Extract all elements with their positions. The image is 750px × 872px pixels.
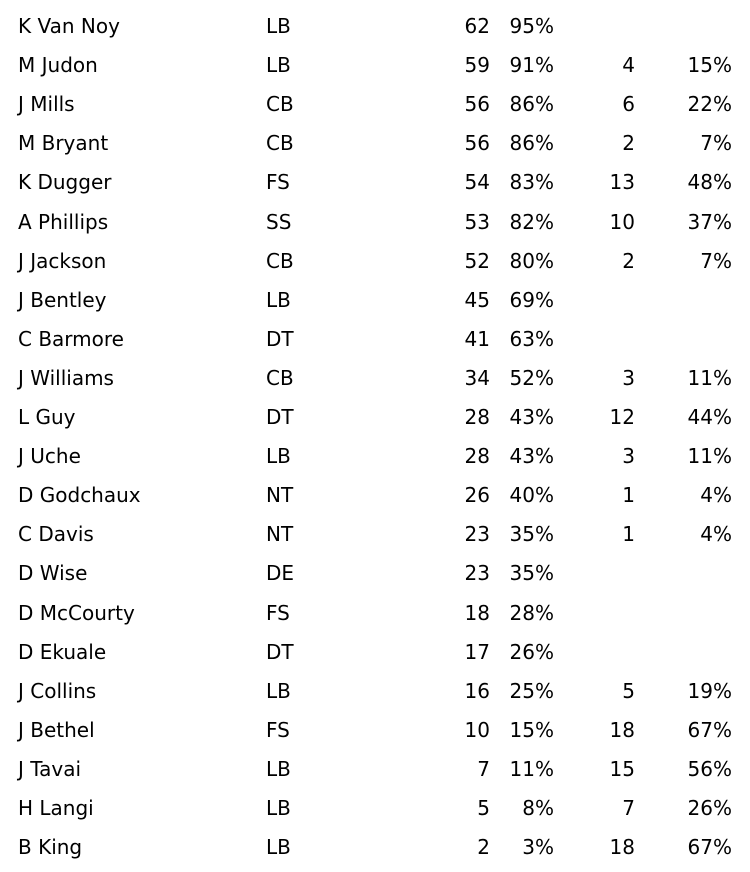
defense-snaps: 23 (464, 561, 490, 586)
defense-snap-pct: 15% (509, 717, 554, 742)
position: LB (266, 287, 291, 312)
defense-snaps: 23 (464, 522, 490, 547)
player-name: J Bentley (18, 287, 107, 312)
defense-snaps: 52 (464, 248, 490, 273)
player-name: M Judon (18, 53, 98, 78)
player-name: L Guy (18, 405, 76, 429)
special-teams-snap-pct: 4% (700, 483, 732, 508)
table-row (0, 750, 750, 789)
special-teams-snap-pct: 11% (687, 365, 732, 390)
position: NT (266, 483, 294, 508)
defense-snap-pct: 8% (522, 796, 554, 820)
special-teams-snap-pct: 19% (687, 678, 732, 703)
table-row (0, 46, 750, 85)
position: LB (266, 444, 291, 469)
defense-snap-pct: 11% (509, 756, 554, 781)
player-name: D Ekuale (18, 639, 107, 664)
special-teams-snaps: 1 (622, 522, 635, 547)
player-name: B King (18, 835, 83, 860)
defense-snap-pct: 95% (509, 14, 554, 38)
position: DE (266, 561, 295, 586)
player-name: D McCourty (18, 600, 135, 625)
special-teams-snaps: 13 (609, 170, 635, 195)
defense-snap-pct: 43% (509, 405, 554, 429)
special-teams-snaps: 3 (622, 365, 635, 390)
table-row (0, 789, 750, 828)
defense-snap-pct: 83% (509, 170, 554, 195)
special-teams-snaps: 10 (609, 209, 635, 234)
defense-snaps: 26 (464, 483, 490, 508)
defense-snaps: 7 (477, 756, 490, 781)
special-teams-snaps: 5 (622, 678, 635, 703)
special-teams-snap-pct: 67% (687, 835, 732, 860)
defense-snaps: 28 (464, 405, 490, 429)
position: FS (266, 717, 290, 742)
defense-snaps: 18 (464, 600, 490, 625)
special-teams-snaps: 18 (609, 835, 635, 860)
position: LB (266, 14, 291, 38)
defense-snaps: 41 (464, 326, 490, 351)
defense-snap-pct: 86% (509, 131, 554, 156)
table-row (0, 281, 750, 320)
table-row (0, 320, 750, 359)
position: CB (266, 92, 294, 117)
position: CB (266, 365, 294, 390)
position: CB (266, 248, 294, 273)
defense-snap-pct: 91% (509, 53, 554, 78)
special-teams-snaps: 18 (609, 717, 635, 742)
special-teams-snap-pct: 22% (687, 92, 732, 117)
player-name: J Jackson (18, 248, 107, 273)
position: SS (266, 209, 292, 234)
player-name: K Van Noy (18, 14, 120, 38)
player-name: C Barmore (18, 326, 124, 351)
table-row (0, 828, 750, 867)
player-name: J Williams (18, 365, 114, 390)
position: LB (266, 756, 291, 781)
table-row (0, 633, 750, 672)
special-teams-snap-pct: 15% (687, 53, 732, 78)
defense-snaps: 45 (464, 287, 490, 312)
player-name: J Bethel (18, 717, 95, 742)
defense-snap-pct: 86% (509, 92, 554, 117)
table-row (0, 398, 750, 437)
special-teams-snaps: 7 (622, 796, 635, 820)
special-teams-snap-pct: 48% (687, 170, 732, 195)
defense-snaps: 28 (464, 444, 490, 469)
special-teams-snaps: 1 (622, 483, 635, 508)
special-teams-snap-pct: 11% (687, 444, 732, 469)
position: FS (266, 170, 290, 195)
table-row (0, 476, 750, 515)
special-teams-snaps: 12 (609, 405, 635, 429)
table-row (0, 163, 750, 202)
player-name: K Dugger (18, 170, 112, 195)
defense-snaps: 54 (464, 170, 490, 195)
special-teams-snap-pct: 7% (700, 131, 732, 156)
table-row (0, 242, 750, 281)
defense-snaps: 53 (464, 209, 490, 234)
defense-snap-pct: 43% (509, 444, 554, 469)
player-name: D Godchaux (18, 483, 141, 508)
defense-snap-pct: 69% (509, 287, 554, 312)
defense-snaps: 10 (464, 717, 490, 742)
defense-snap-pct: 35% (509, 522, 554, 547)
special-teams-snaps: 6 (622, 92, 635, 117)
defense-snaps: 16 (464, 678, 490, 703)
special-teams-snaps: 4 (622, 53, 635, 78)
defense-snaps: 56 (464, 92, 490, 117)
table-row (0, 554, 750, 593)
special-teams-snap-pct: 4% (700, 522, 732, 547)
defense-snaps: 62 (464, 14, 490, 38)
position: LB (266, 53, 291, 78)
defense-snap-pct: 52% (509, 365, 554, 390)
defense-snaps: 34 (464, 365, 490, 390)
position: LB (266, 835, 291, 860)
table-row (0, 711, 750, 750)
position: CB (266, 131, 294, 156)
special-teams-snap-pct: 44% (687, 405, 732, 429)
player-name: D Wise (18, 561, 88, 586)
position: DT (266, 326, 294, 351)
defense-snap-pct: 26% (509, 639, 554, 664)
defense-snap-pct: 63% (509, 326, 554, 351)
defense-snap-pct: 82% (509, 209, 554, 234)
defense-snaps: 56 (464, 131, 490, 156)
player-name: J Uche (18, 444, 81, 469)
defense-snap-pct: 80% (509, 248, 554, 273)
table-row (0, 515, 750, 554)
player-name: C Davis (18, 522, 94, 547)
table-row (0, 203, 750, 242)
player-name: M Bryant (18, 131, 109, 156)
special-teams-snap-pct: 7% (700, 248, 732, 273)
table-row (0, 124, 750, 163)
special-teams-snaps: 3 (622, 444, 635, 469)
special-teams-snaps: 2 (622, 248, 635, 273)
table-row (0, 594, 750, 633)
position: DT (266, 639, 294, 664)
special-teams-snaps: 2 (622, 131, 635, 156)
table-row (0, 7, 750, 46)
defense-snaps: 59 (464, 53, 490, 78)
special-teams-snap-pct: 37% (687, 209, 732, 234)
position: FS (266, 600, 290, 625)
position: NT (266, 522, 294, 547)
special-teams-snaps: 15 (609, 756, 635, 781)
defense-snaps: 5 (477, 796, 490, 820)
player-name: A Phillips (18, 209, 109, 234)
player-name: H Langi (18, 796, 94, 820)
defense-snap-pct: 35% (509, 561, 554, 586)
player-name: J Tavai (18, 756, 82, 781)
special-teams-snap-pct: 26% (687, 796, 732, 820)
player-name: J Collins (18, 678, 97, 703)
table-row (0, 359, 750, 398)
defense-snaps: 2 (477, 835, 490, 860)
special-teams-snap-pct: 67% (687, 717, 732, 742)
table-row (0, 85, 750, 124)
position: LB (266, 796, 291, 820)
defense-snap-pct: 3% (522, 835, 554, 860)
defense-snap-pct: 25% (509, 678, 554, 703)
position: DT (266, 405, 294, 429)
position: LB (266, 678, 291, 703)
table-row (0, 672, 750, 711)
table-row (0, 437, 750, 476)
special-teams-snap-pct: 56% (687, 756, 732, 781)
defense-snaps: 17 (464, 639, 490, 664)
defense-snap-pct: 40% (509, 483, 554, 508)
player-name: J Mills (18, 92, 75, 117)
defense-snap-pct: 28% (509, 600, 554, 625)
